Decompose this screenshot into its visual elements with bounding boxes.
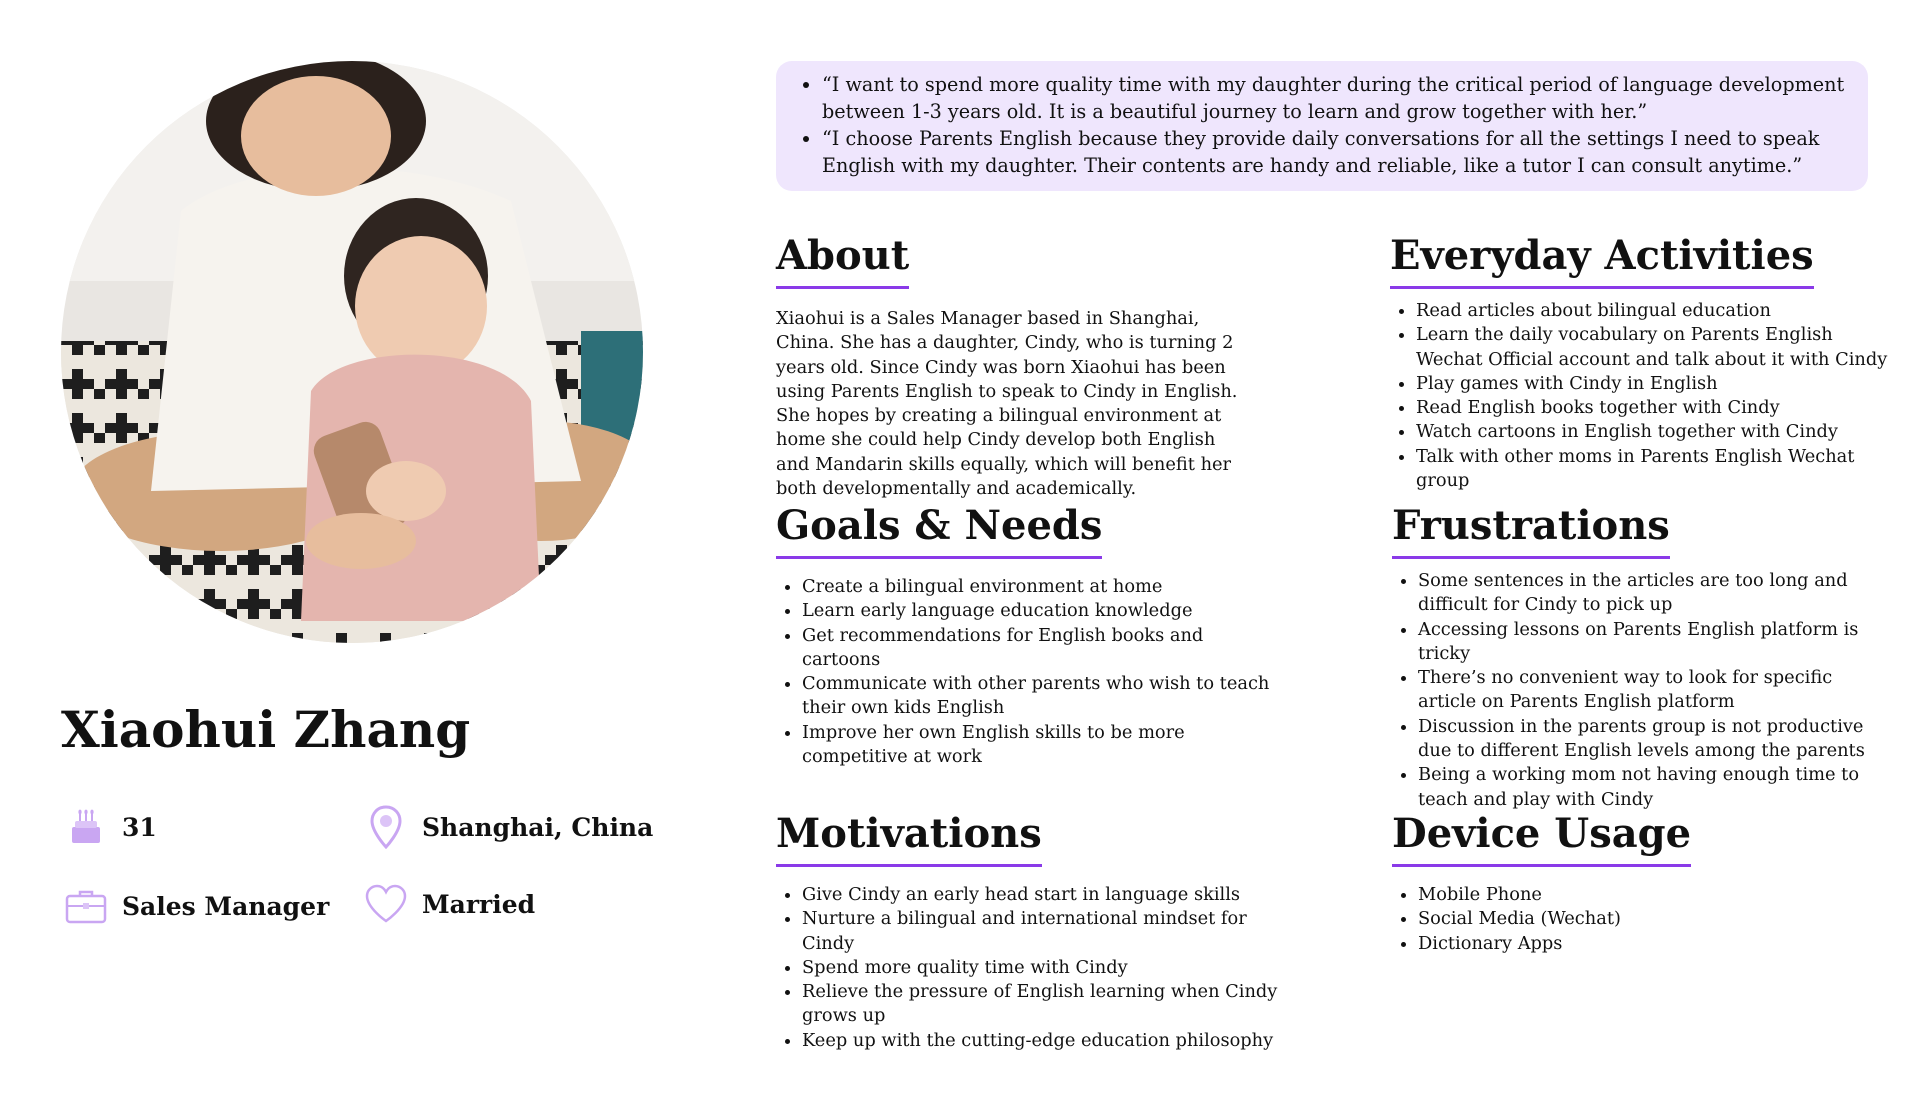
list-item: • Give Cindy an early head start in language skills [802, 883, 1282, 907]
birthday-cake-icon [62, 803, 110, 851]
list-item: • Accessing lessons on Parents English platform is tricky [1418, 618, 1891, 667]
device-usage-section [1392, 810, 1838, 956]
job-value: Sales Manager [122, 891, 330, 921]
list-item: • Read English books together with Cindy [1416, 396, 1891, 420]
about-section [776, 232, 1246, 501]
frustrations-list [1392, 569, 1891, 812]
age-value: 31 [122, 812, 157, 842]
list-item: • Talk with other moms in Parents English Wechat group [1416, 445, 1891, 494]
status-fact [362, 880, 535, 928]
device-usage-list [1392, 883, 1838, 956]
list-item: • Nurture a bilingual and international mindset for Cindy [802, 907, 1282, 956]
list-item: • Keep up with the cutting-edge education philosophy [802, 1029, 1282, 1053]
age-fact [62, 803, 157, 851]
list-item: • Play games with Cindy in English [1416, 372, 1891, 396]
location-pin-icon [362, 803, 410, 851]
device-usage-heading: Device Usage [1392, 810, 1691, 867]
motivations-list [776, 883, 1282, 1053]
list-item: • Relieve the pressure of English learning when Cindy grows up [802, 980, 1282, 1029]
motivations-heading: Motivations [776, 810, 1042, 867]
location-value: Shanghai, China [422, 812, 654, 842]
list-item: • Learn early language education knowledge [802, 599, 1282, 623]
quote-box [776, 61, 1868, 191]
list-item: • Mobile Phone [1418, 883, 1838, 907]
list-item: • Learn the daily vocabulary on Parents English Wechat Official account and talk about it with Cindy [1416, 323, 1891, 372]
quote-list [796, 71, 1854, 179]
goals-heading: Goals & Needs [776, 502, 1102, 559]
briefcase-icon [62, 882, 110, 930]
list-item: • Improve her own English skills to be more competitive at work [802, 721, 1282, 770]
frustrations-section [1392, 502, 1891, 812]
frustrations-heading: Frustrations [1392, 502, 1670, 559]
activities-section [1390, 232, 1891, 493]
goals-section [776, 502, 1282, 769]
about-heading: About [776, 232, 909, 289]
location-fact [362, 803, 653, 851]
job-fact [62, 882, 329, 930]
quote-item: • “I choose Parents English because they provide daily conversations for all the settings I need to speak English with my daughter. Their contents are handy and reliable, like a tutor I can consult anytime.” [822, 125, 1854, 179]
list-item: • Read articles about bilingual education [1416, 299, 1891, 323]
list-item: • Some sentences in the articles are too long and difficult for Cindy to pick up [1418, 569, 1891, 618]
motivations-section [776, 810, 1282, 1053]
status-value: Married [422, 889, 536, 919]
list-item: • Social Media (Wechat) [1418, 907, 1838, 931]
goals-list [776, 575, 1282, 769]
list-item: • There’s no convenient way to look for specific article on Parents English platform [1418, 666, 1891, 715]
about-text: Xiaohui is a Sales Manager based in Shanghai, China. She has a daughter, Cindy, who is turning 2 years old. Since Cindy was born Xiaohui has been using Parents English to speak to Cindy in English. She hopes by creating a bilingual environment at home she could help Cindy develop both English and Mandarin skills equally, which will benefit her both developmentally and academically. [776, 308, 1238, 500]
quote-item: • “I want to spend more quality time with my daughter during the critical period of language development between 1-3 years old. It is a beautiful journey to learn and grow together with her.” [822, 71, 1854, 125]
list-item: • Being a working mom not having enough time to teach and play with Cindy [1418, 763, 1891, 812]
persona-name: Xiaohui Zhang [61, 700, 471, 759]
list-item: • Get recommendations for English books and cartoons [802, 624, 1282, 673]
list-item: • Watch cartoons in English together with Cindy [1416, 420, 1891, 444]
heart-icon [362, 880, 410, 928]
list-item: • Dictionary Apps [1418, 932, 1838, 956]
list-item: • Spend more quality time with Cindy [802, 956, 1282, 980]
activities-heading: Everyday Activities [1390, 232, 1814, 289]
activities-list [1390, 299, 1891, 493]
list-item: • Discussion in the parents group is not productive due to different English levels among the parents [1418, 715, 1891, 764]
list-item: • Communicate with other parents who wish to teach their own kids English [802, 672, 1282, 721]
list-item: • Create a bilingual environment at home [802, 575, 1282, 599]
profile-photo [61, 61, 643, 643]
mother-and-baby-illustration [61, 61, 643, 643]
